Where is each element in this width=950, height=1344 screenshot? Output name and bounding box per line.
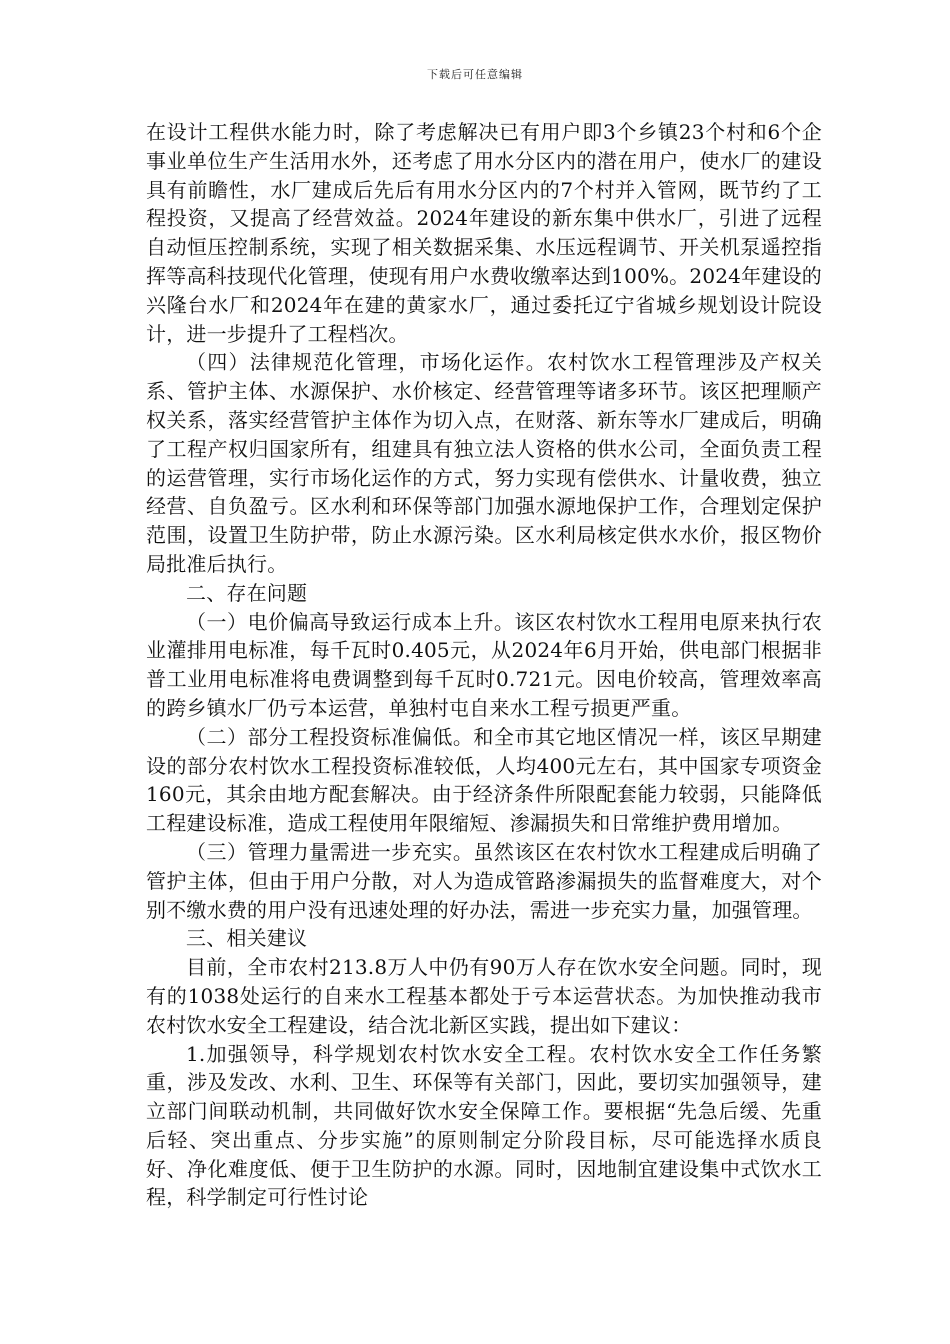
section-heading-suggestions: 三、相关建议 <box>186 926 308 951</box>
section-heading-problems: 二、存在问题 <box>186 580 308 605</box>
paragraph-investment-standard: （二）部分工程投资标准偏低。和全市其它地区情况一样，该区早期建设的部分农村饮水工程投资标准较低，人均400元左右，其中国家专项资金160元，其余由地方配套解决。由于经济条件所限配套能力较弱，只能降低工程建设标准，造成工程使用年限缩短、渗漏损失和日常维护费用增加。 <box>146 724 822 836</box>
paragraph-suggestion-1: 1.加强领导，科学规划农村饮水安全工程。农村饮水安全工作任务繁重，涉及发改、水利、卫生、环保等有关部门，因此，要切实加强领导，建立部门间联动机制，共同做好饮水安全保障工作。要根据“先急后缓、先重后轻、突出重点、分步实施”的原则制定分阶段目标，尽可能选择水质良好、净化难度低、便于卫生防护的水源。同时，因地制宜建设集中式饮水工程，科学制定可行性讨论 <box>146 1041 822 1210</box>
paragraph-electricity-cost: （一）电价偏高导致运行成本上升。该区农村饮水工程用电原来执行农业灌排用电标准，每千瓦时0.405元，从2024年6月开始，供电部门根据非普工业用电标准将电费调整到每千瓦时0.721元。因电价较高，管理效率高的跨乡镇水厂仍亏本运营，单独村屯自来水工程亏损更严重。 <box>146 609 822 720</box>
paragraph-management-capacity: （三）管理力量需进一步充实。虽然该区在农村饮水工程建成后明确了管护主体，但由于用户分散，对人为造成管路渗漏损失的监督难度大，对个别不缴水费的用户没有迅速处理的好办法，需进一步充实力量，加强管理。 <box>146 839 822 922</box>
paragraph-current-situation: 目前，全市农村213.8万人中仍有90万人存在饮水安全问题。同时，现有的1038处运行的自来水工程基本都处于亏本运营状态。为加快推动我市农村饮水安全工程建设，结合沈北新区实践，提出如下建议： <box>146 955 822 1037</box>
document-body <box>146 118 822 1212</box>
page-header: 下载后可任意编辑 <box>427 68 523 81</box>
paragraph-legal-management: （四）法律规范化管理，市场化运作。农村饮水工程管理涉及产权关系、管护主体、水源保护、水价核定、经营管理等诸多环节。该区把理顺产权关系，落实经营管护主体作为切入点，在财落、新东等水厂建成后，明确了工程产权归国家所有，组建具有独立法人资格的供水公司，全面负责工程的运营管理，实行市场化运作的方式，努力实现有偿供水、计量收费，独立经营、自负盈亏。区水利和环保等部门加强水源地保护工作，合理划定保护范围，设置卫生防护带，防止水源污染。区水利局核定供水水价，报区物价局批准后执行。 <box>146 350 822 576</box>
paragraph-water-plant-design: 在设计工程供水能力时，除了考虑解决已有用户即3个乡镇23个村和6个企事业单位生产生活用水外，还考虑了用水分区内的潜在用户，使水厂的建设具有前瞻性，水厂建成后先后有用水分区内的7个村并入管网，既节约了工程投资，又提高了经营效益。2024年建设的新东集中供水厂，引进了远程自动恒压控制系统，实现了相关数据采集、水压远程调节、开关机泵遥控指挥等高科技现代化管理，使现有用户水费收缴率达到100%。2024年建设的兴隆台水厂和2024年在建的黄家水厂，通过委托辽宁省城乡规划设计院设计，进一步提升了工程档次。 <box>146 120 822 346</box>
